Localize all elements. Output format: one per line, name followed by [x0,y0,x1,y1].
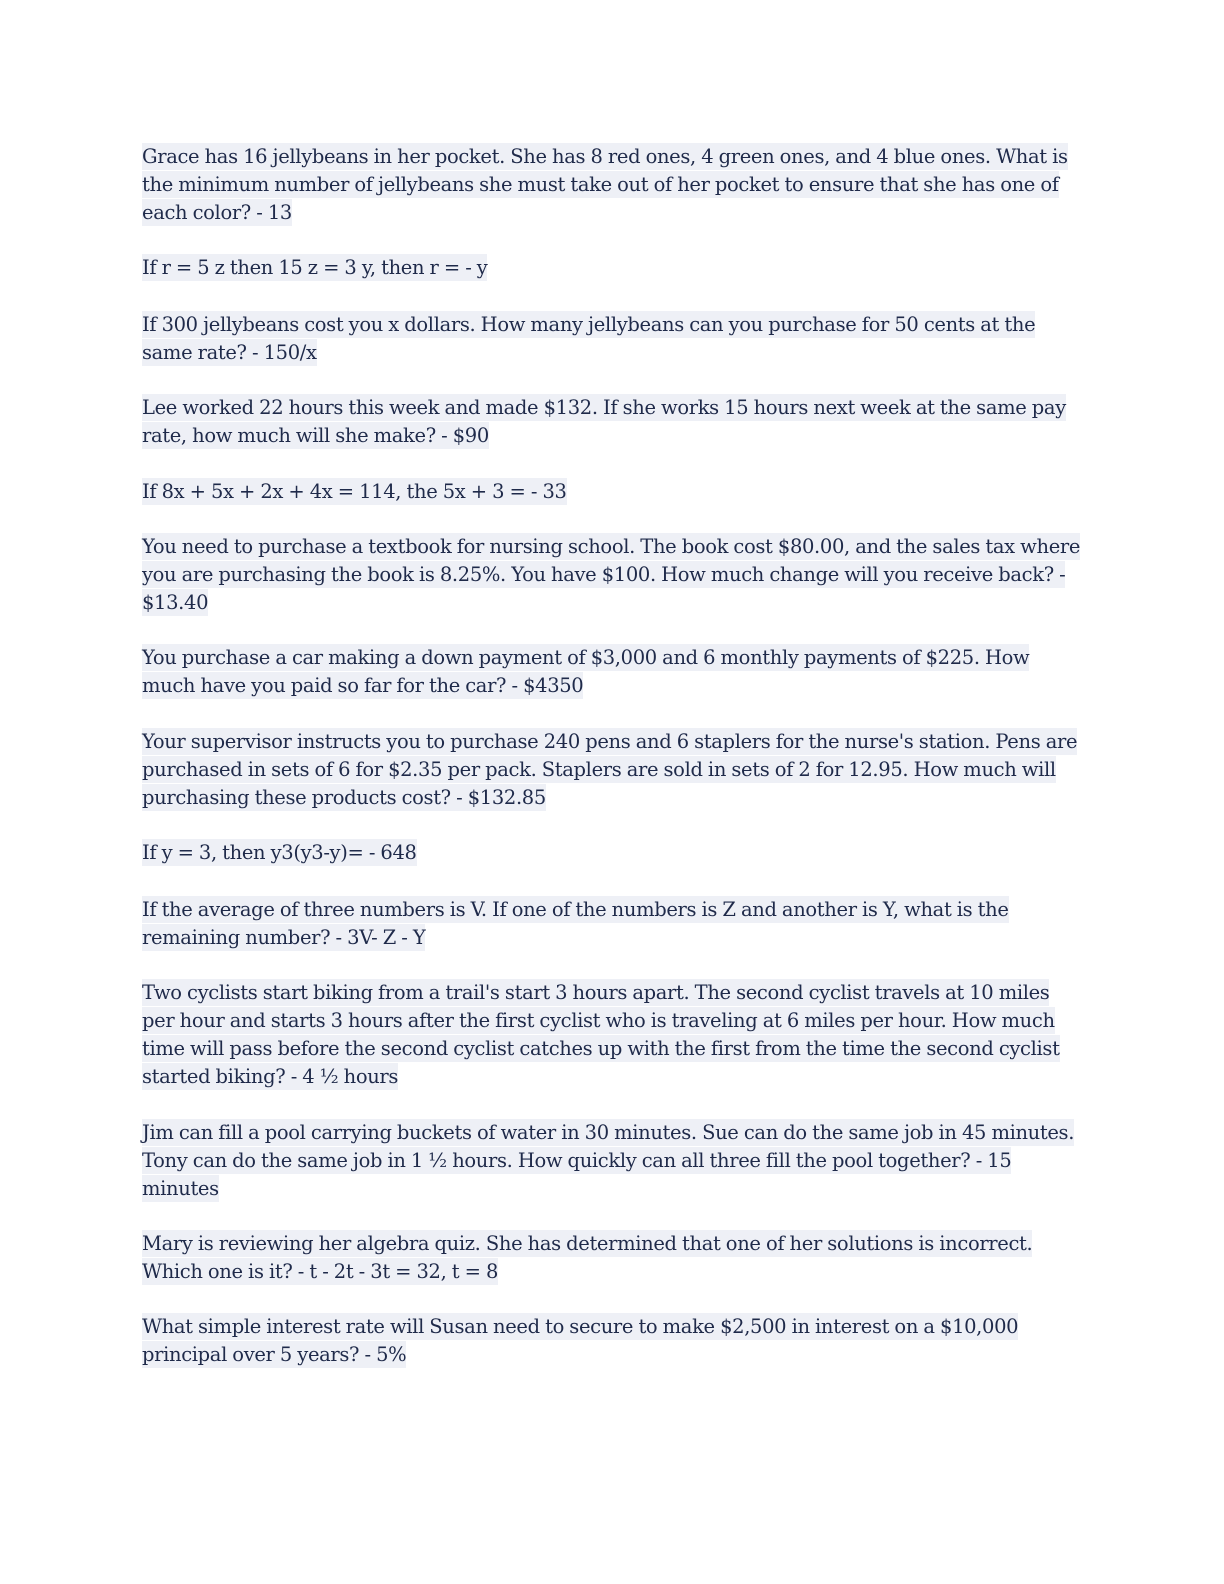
question-answer-text: You purchase a car making a down payment of $3,000 and 6 monthly payments of $225. How much have you paid so far for the car? - $4350 [142,646,1030,697]
question-answer-text: Lee worked 22 hours this week and made $132. If she works 15 hours next week at the same pay rate, how much will she make? - $90 [142,396,1066,447]
question-answer-text: If 300 jellybeans cost you x dollars. How many jellybeans can you purchase for 50 cents at the same rate? - 150/x [142,313,1036,364]
question-answer-text: If r = 5 z then 15 z = 3 y, then r = - y [142,256,488,279]
question-answer-text: If 8x + 5x + 2x + 4x = 114, the 5x + 3 = - 33 [142,480,567,503]
question-answer-paragraph [142,644,1082,700]
question-answer-text: If the average of three numbers is V. If one of the numbers is Z and another is Y, what is the remaining number? - 3V- Z - Y [142,898,1009,949]
question-answer-paragraph [142,533,1082,617]
question-answer-text: You need to purchase a textbook for nursing school. The book cost $80.00, and the sales tax where you are purchasing the book is 8.25%. You have $100. How much change will you receive back? - $13.40 [142,535,1081,614]
question-answer-paragraph [142,1313,1082,1369]
question-answer-paragraph [142,394,1082,450]
question-answer-text: Two cyclists start biking from a trail's start 3 hours apart. The second cyclist travels at 10 miles per hour and starts 3 hours after the first cyclist who is traveling at 6 miles per hour. How much time will pass before the second cyclist catches up with the first from the time the second cyclist started biking? - 4 ½ hours [142,981,1060,1088]
question-answer-paragraph [142,478,1082,506]
question-answer-paragraph [142,979,1082,1091]
question-answer-text: Your supervisor instructs you to purchase 240 pens and 6 staplers for the nurse's station. Pens are purchased in sets of 6 for $2.35 per pack. Staplers are sold in sets of 2 for 12.95. How much will purchasing these products cost? - $132.85 [142,730,1078,809]
question-answer-text: Grace has 16 jellybeans in her pocket. She has 8 red ones, 4 green ones, and 4 blue ones. What is the minimum number of jellybeans she must take out of her pocket to ensure that she has one of each color? - 13 [142,145,1068,224]
question-answer-text: What simple interest rate will Susan need to secure to make $2,500 in interest on a $10,000 principal over 5 years? - 5% [142,1315,1019,1366]
question-answer-paragraph [142,311,1082,367]
question-answer-paragraph [142,1230,1082,1286]
question-answer-paragraph [142,143,1082,227]
question-answer-paragraph [142,728,1082,812]
question-answer-text: Mary is reviewing her algebra quiz. She has determined that one of her solutions is incorrect. Which one is it? - t - 2t - 3t = 32, t = 8 [142,1232,1033,1283]
question-answer-paragraph [142,896,1082,952]
question-answer-paragraph [142,254,1082,282]
question-answer-paragraph [142,1119,1082,1203]
question-answer-text: Jim can fill a pool carrying buckets of water in 30 minutes. Sue can do the same job in 45 minutes. Tony can do the same job in 1 ½ hours. How quickly can all three fill the pool together? - 15 minutes [142,1121,1075,1200]
question-answer-text: If y = 3, then y3(y3-y)= - 648 [142,841,417,864]
question-answer-paragraph [142,839,1082,867]
